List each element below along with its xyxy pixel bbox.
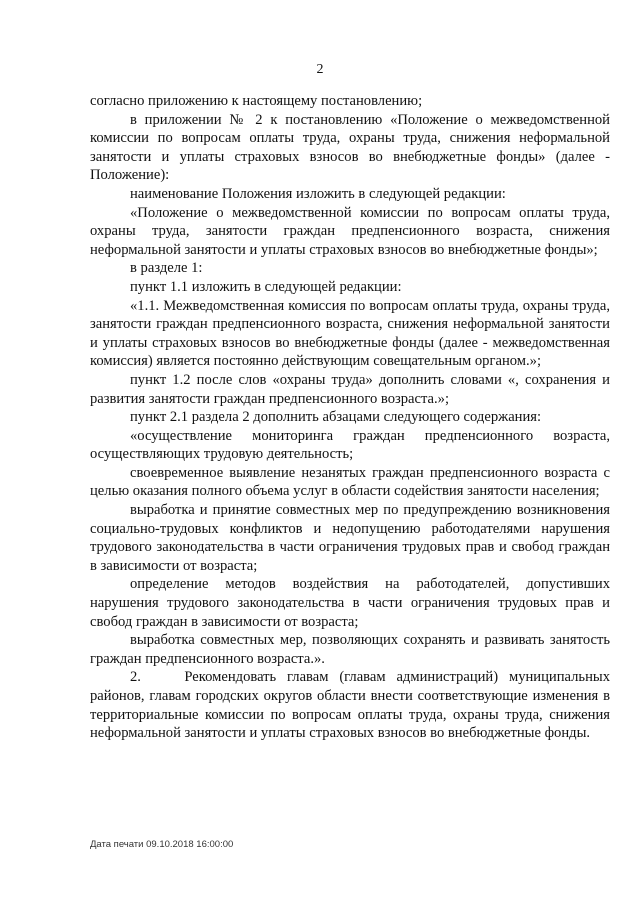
page-number: 2 (316, 62, 324, 77)
paragraph: в разделе 1: (130, 260, 203, 277)
print-date: Дата печати 09.10.2018 16:00:00 (90, 839, 234, 850)
paragraph: пункт 1.2 после слов «охраны труда» дополнить словами «, сохранения и развития занятости граждан предпенсионного возраста.»; (90, 371, 610, 407)
paragraph: пункт 1.1 изложить в следующей редакции: (130, 278, 402, 295)
paragraph: пункт 2.1 раздела 2 дополнить абзацами следующего содержания: (130, 409, 542, 426)
paragraph: 2. Рекомендовать главам (главам администраций) муниципальных районов, главам городских округов области внести соответствующие изменения в территориальные комиссии по вопросам оплаты труда, охраны труда, снижения неформальной занятости и уплаты страховых взносов во внебюджетные фонды. (90, 669, 610, 742)
paragraph: «осуществление мониторинга граждан предпенсионного возраста, осуществляющих трудовую деятельность; (90, 427, 610, 463)
document-body (90, 92, 610, 743)
paragraph: в приложении № 2 к постановлению «Положение о межведомственной комиссии по вопросам оплаты труда, охраны труда, снижения неформальной занятости и уплаты страховых взносов во внебюджетные фонды» (далее - Положение): (90, 111, 610, 184)
paragraph: выработка и принятие совместных мер по предупреждению возникновения социально-трудовых конфликтов и недопущению работодателями нарушения трудового законодательства в части ограничения трудовых прав и свобод граждан в зависимости от возраста; (90, 502, 610, 574)
paragraph: своевременное выявление незанятых граждан предпенсионного возраста с целью оказания полного объема услуг в области содействия занятости населения; (90, 464, 610, 500)
paragraph: выработка совместных мер, позволяющих сохранять и развивать занятость граждан предпенсионного возраста.». (90, 632, 610, 667)
paragraph: наименование Положения изложить в следующей редакции: (130, 185, 506, 202)
paragraph: определение методов воздействия на работодателей, допустивших нарушения трудового законодательства в части ограничения трудовых прав и свобод граждан в зависимости от возраста; (90, 576, 610, 630)
paragraph: «1.1. Межведомственная комиссия по вопросам оплаты труда, охраны труда, занятости граждан предпенсионного возраста, снижения неформальной занятости и уплаты страховых взносов во внебюджетные фонды (далее - межведомственная комиссия) является постоянно действующим совещательным органом.»; (90, 297, 610, 370)
paragraph: «Положение о межведомственной комиссии по вопросам оплаты труда, охраны труда, занятости граждан предпенсионного возраста, снижения неформальной занятости и уплаты страховых взносов во внебюджетные фонды»; (90, 204, 610, 258)
paragraph: согласно приложению к настоящему постановлению; (90, 93, 423, 109)
